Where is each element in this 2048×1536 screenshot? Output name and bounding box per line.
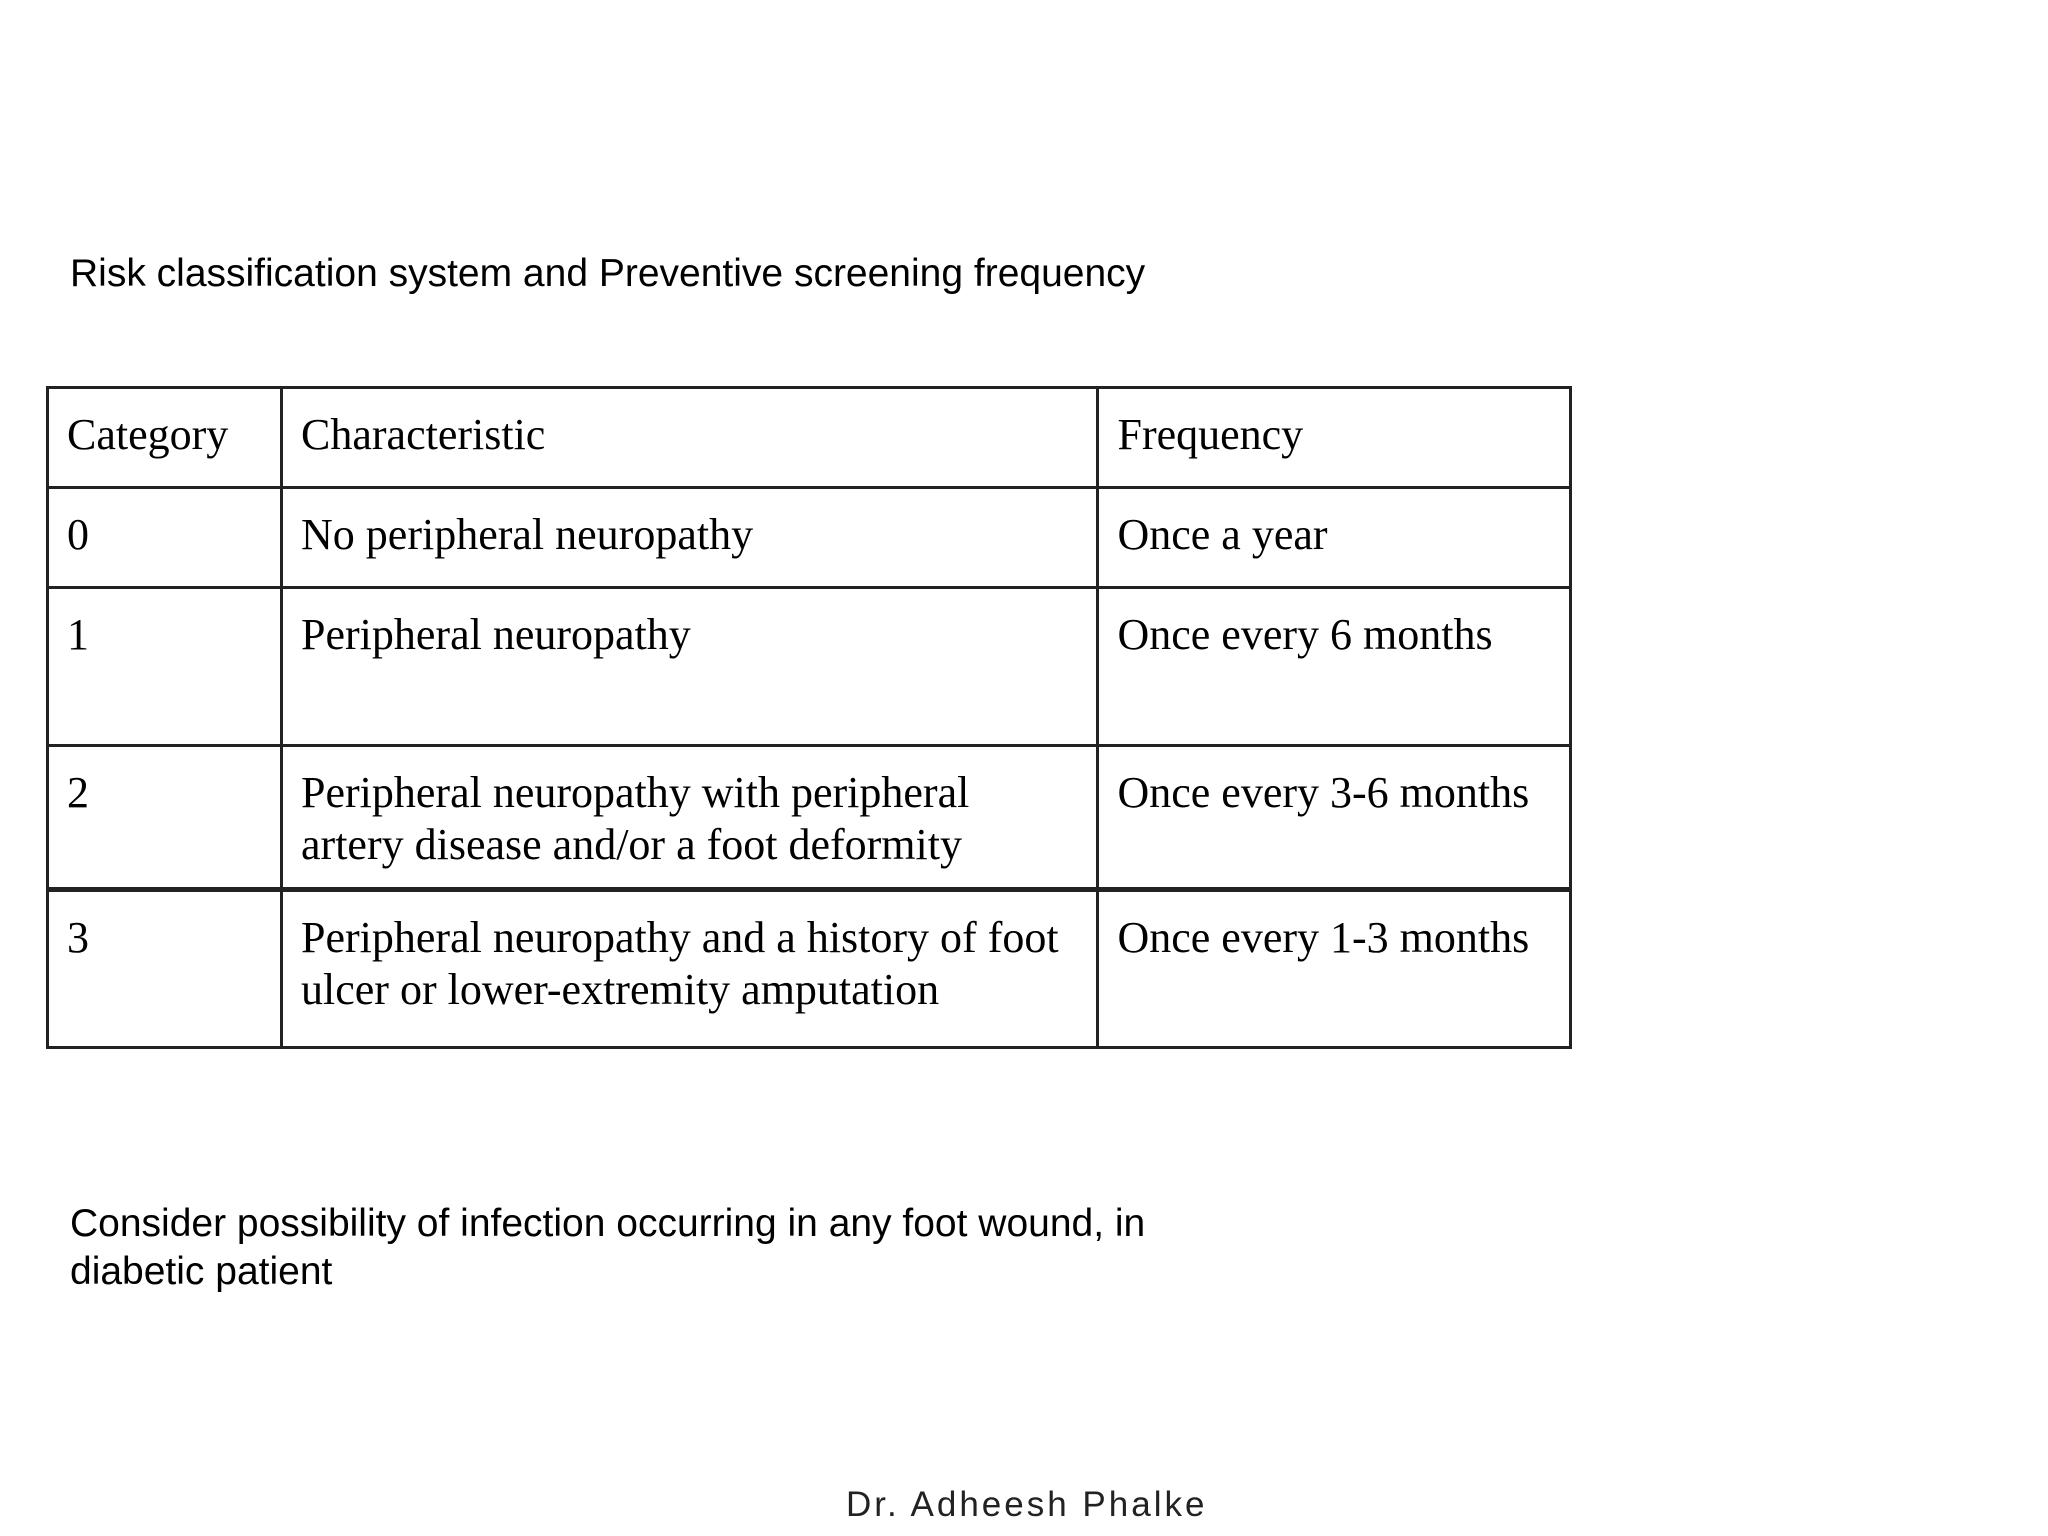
table-row <box>48 746 1571 890</box>
frequency-cell: Once a year <box>1098 488 1571 588</box>
table-row <box>48 890 1571 1048</box>
frequency-cell: Once every 3-6 months <box>1098 746 1571 890</box>
header-frequency: Frequency <box>1098 388 1571 488</box>
table-header-row <box>48 388 1571 488</box>
header-category: Category <box>48 388 282 488</box>
frequency-cell: Once every 1-3 months <box>1098 890 1571 1048</box>
characteristic-cell: No peripheral neuropathy <box>282 488 1098 588</box>
risk-classification-table <box>46 386 1572 1049</box>
category-cell: 1 <box>48 588 282 746</box>
characteristic-cell: Peripheral neuropathy and a history of foot ulcer or lower-extremity amputation <box>282 890 1098 1048</box>
header-characteristic: Characteristic <box>282 388 1098 488</box>
category-cell: 2 <box>48 746 282 890</box>
author-footer: Dr. Adheesh Phalke <box>846 1485 1208 1524</box>
table-row <box>48 588 1571 746</box>
frequency-cell: Once every 6 months <box>1098 588 1571 746</box>
category-cell: 0 <box>48 488 282 588</box>
table-row <box>48 488 1571 588</box>
characteristic-cell: Peripheral neuropathy <box>282 588 1098 746</box>
category-cell: 3 <box>48 890 282 1048</box>
infection-note: Consider possibility of infection occurring in any foot wound, in diabetic patient <box>70 1202 1146 1293</box>
characteristic-cell: Peripheral neuropathy with peripheral artery disease and/or a foot deformity <box>282 746 1098 890</box>
slide-title: Risk classification system and Preventive screening frequency <box>70 252 1146 295</box>
